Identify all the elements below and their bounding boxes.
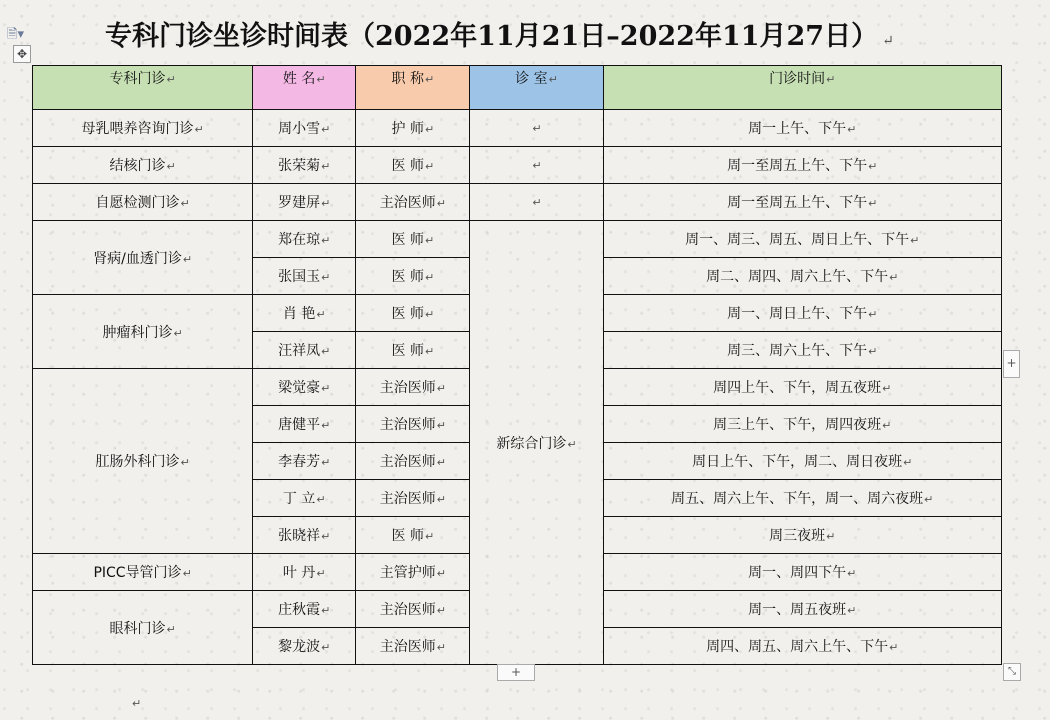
- cell-title[interactable]: 医 师↵: [356, 258, 470, 295]
- cell-time[interactable]: 周一、周三、周五、周日上午、下午↵: [603, 221, 1001, 258]
- cell-name[interactable]: 肖 艳↵: [253, 295, 356, 332]
- paragraph-mark: ↵: [882, 33, 894, 49]
- header-row: [33, 66, 1002, 110]
- cell-specialty[interactable]: 母乳喂养咨询门诊↵: [33, 110, 253, 147]
- table-row: [33, 147, 1002, 184]
- cell-room[interactable]: ↵: [470, 110, 603, 147]
- table-move-handle-icon[interactable]: ✥: [13, 45, 31, 63]
- cell-specialty[interactable]: 眼科门诊↵: [33, 591, 253, 665]
- cell-title[interactable]: 医 师↵: [356, 221, 470, 258]
- page-title: 专科门诊坐诊时间表（2022年11月21日–2022年11月27日） ↵: [105, 21, 894, 52]
- cell-title[interactable]: 医 师↵: [356, 147, 470, 184]
- cell-title[interactable]: 医 师↵: [356, 295, 470, 332]
- header-room: 诊 室↵: [470, 66, 603, 110]
- resize-diagonal-icon[interactable]: ⤡: [1003, 663, 1021, 681]
- cell-time[interactable]: 周一、周四下午↵: [603, 554, 1001, 591]
- cell-title[interactable]: 主管护师↵: [356, 554, 470, 591]
- cell-name[interactable]: 张国玉↵: [253, 258, 356, 295]
- cell-time[interactable]: 周三上午、下午，周四夜班↵: [603, 406, 1001, 443]
- cell-time[interactable]: 周一上午、下午↵: [603, 110, 1001, 147]
- cell-name[interactable]: 丁 立↵: [253, 480, 356, 517]
- table-row: [33, 110, 1002, 147]
- cell-time[interactable]: 周三夜班↵: [603, 517, 1001, 554]
- cell-name[interactable]: 郑在琼↵: [253, 221, 356, 258]
- header-name: 姓 名↵: [253, 66, 356, 110]
- paragraph-mark: ↵: [132, 697, 142, 710]
- cell-room-merged[interactable]: 新综合门诊↵: [470, 221, 603, 665]
- cell-name[interactable]: 罗建屏↵: [253, 184, 356, 221]
- header-title: 职 称↵: [356, 66, 470, 110]
- schedule-table: [32, 65, 1002, 665]
- table-row: [33, 221, 1002, 258]
- cell-name[interactable]: 张荣菊↵: [253, 147, 356, 184]
- cell-name[interactable]: 庄秋霞↵: [253, 591, 356, 628]
- cell-specialty[interactable]: 肾病/血透门诊↵: [33, 221, 253, 295]
- cell-specialty[interactable]: 肿瘤科门诊↵: [33, 295, 253, 369]
- cell-name[interactable]: 李春芳↵: [253, 443, 356, 480]
- cell-title[interactable]: 主治医师↵: [356, 184, 470, 221]
- cell-room[interactable]: ↵: [470, 184, 603, 221]
- add-column-plus-icon[interactable]: +: [1003, 350, 1020, 378]
- cell-name[interactable]: 叶 丹↵: [253, 554, 356, 591]
- document-icon: 🗎▾: [7, 27, 24, 42]
- cell-time[interactable]: 周三、周六上午、下午↵: [603, 332, 1001, 369]
- cell-title[interactable]: 主治医师↵: [356, 480, 470, 517]
- cell-title[interactable]: 主治医师↵: [356, 369, 470, 406]
- cell-time[interactable]: 周四上午、下午，周五夜班↵: [603, 369, 1001, 406]
- cell-name[interactable]: 唐健平↵: [253, 406, 356, 443]
- cell-name[interactable]: 张晓祥↵: [253, 517, 356, 554]
- cell-time[interactable]: 周一至周五上午、下午↵: [603, 184, 1001, 221]
- cell-name[interactable]: 黎龙波↵: [253, 628, 356, 665]
- cell-time[interactable]: 周一至周五上午、下午↵: [603, 147, 1001, 184]
- cell-specialty[interactable]: 肛肠外科门诊↵: [33, 369, 253, 554]
- cell-title[interactable]: 主治医师↵: [356, 628, 470, 665]
- cell-time[interactable]: 周一、周五夜班↵: [603, 591, 1001, 628]
- header-time: 门诊时间↵: [603, 66, 1001, 110]
- cell-specialty[interactable]: 结核门诊↵: [33, 147, 253, 184]
- cell-time[interactable]: 周二、周四、周六上午、下午↵: [603, 258, 1001, 295]
- cell-title[interactable]: 医 师↵: [356, 332, 470, 369]
- cell-name[interactable]: 周小雪↵: [253, 110, 356, 147]
- cell-title[interactable]: 护 师↵: [356, 110, 470, 147]
- add-row-plus-icon[interactable]: +: [497, 664, 535, 681]
- cell-time[interactable]: 周五、周六上午、下午，周一、周六夜班↵: [603, 480, 1001, 517]
- cell-title[interactable]: 主治医师↵: [356, 591, 470, 628]
- cell-name[interactable]: 汪祥凤↵: [253, 332, 356, 369]
- header-specialty: 专科门诊↵: [33, 66, 253, 110]
- cell-time[interactable]: 周四、周五、周六上午、下午↵: [603, 628, 1001, 665]
- cell-title[interactable]: 主治医师↵: [356, 406, 470, 443]
- cell-title[interactable]: 主治医师↵: [356, 443, 470, 480]
- cell-specialty[interactable]: PICC导管门诊↵: [33, 554, 253, 591]
- table-row: [33, 184, 1002, 221]
- cell-room[interactable]: ↵: [470, 147, 603, 184]
- cell-title[interactable]: 医 师↵: [356, 517, 470, 554]
- cell-name[interactable]: 梁觉豪↵: [253, 369, 356, 406]
- cell-time[interactable]: 周一、周日上午、下午↵: [603, 295, 1001, 332]
- cell-time[interactable]: 周日上午、下午，周二、周日夜班↵: [603, 443, 1001, 480]
- cell-specialty[interactable]: 自愿检测门诊↵: [33, 184, 253, 221]
